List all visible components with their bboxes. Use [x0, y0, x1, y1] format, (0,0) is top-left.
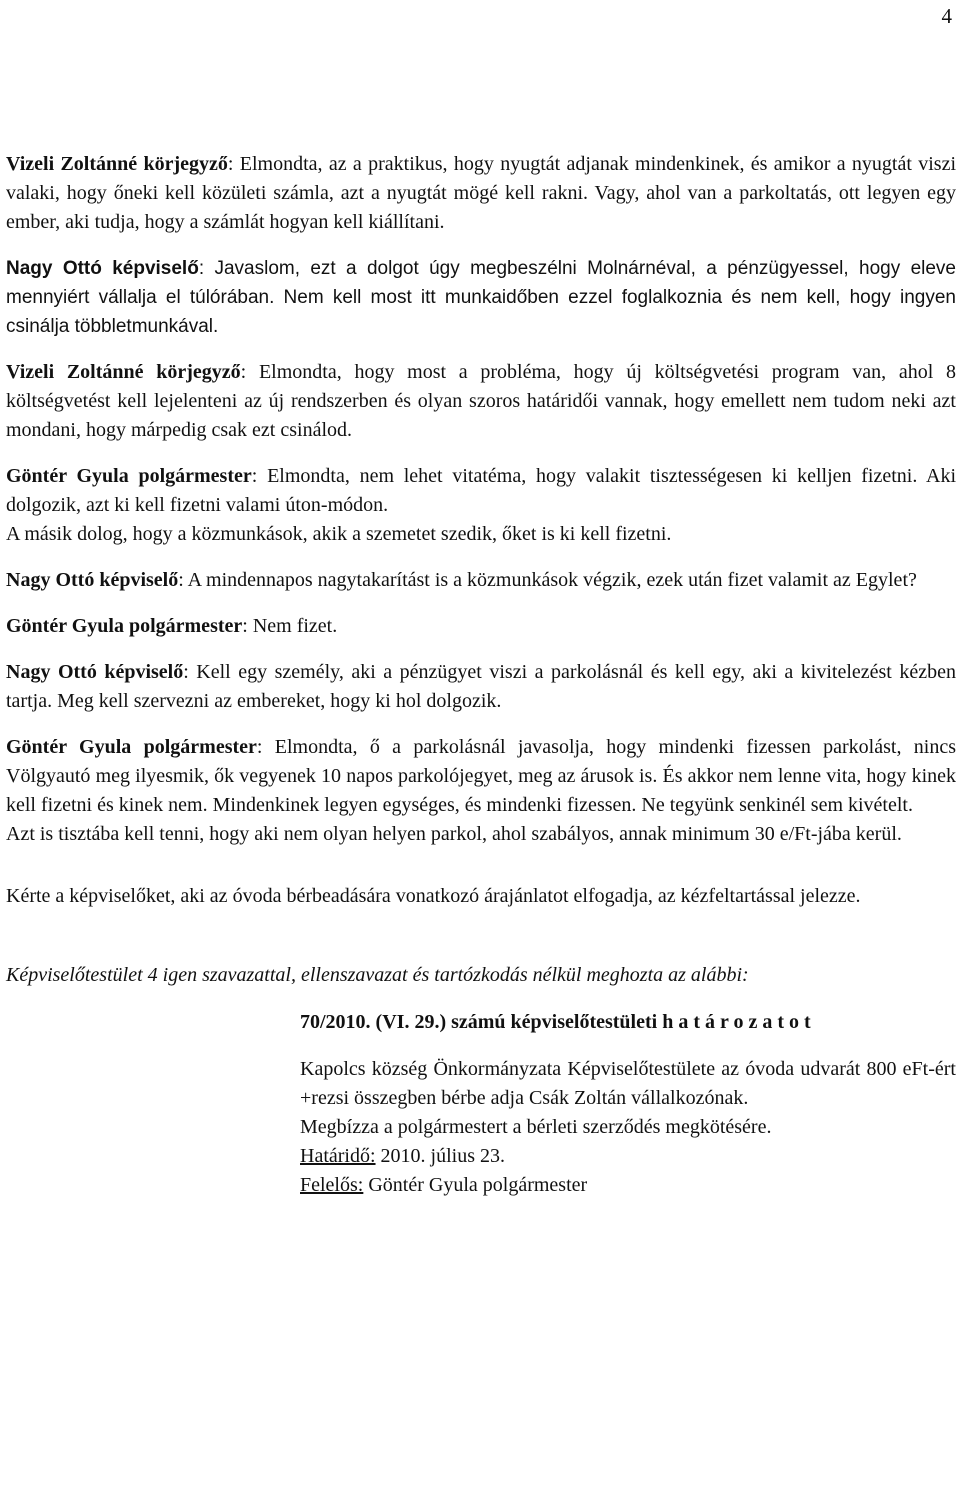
deadline-label: Határidő:: [300, 1145, 376, 1167]
deadline-value: 2010. július 23.: [375, 1145, 505, 1167]
paragraph-4-extra: A másik dolog, hogy a közmunkások, akik a szemetet szedik, őket is ki kell fizetni.: [6, 523, 672, 545]
speaker-name: Göntér Gyula polgármester: [6, 465, 252, 487]
speaker-name: Vizeli Zoltánné körjegyző: [6, 361, 241, 383]
paragraph-text: Elmondta, nem lehet vitatéma, hogy valakit tisztességesen ki kelljen fizetni. Aki dolgozik, azt ki kell fizetni valami úton-módon.: [6, 465, 956, 516]
resolution-deadline: [300, 1142, 956, 1171]
speaker-name: Nagy Ottó képviselő: [6, 569, 179, 591]
paragraph-8-extra: Azt is tisztába kell tenni, hogy aki nem olyan helyen parkol, ahol szabályos, annak minimum 30 e/Ft-jába kerül.: [6, 823, 902, 845]
speaker-name: Göntér Gyula polgármester: [6, 615, 243, 637]
paragraph-5: Nagy Ottó képviselő: A mindennapos nagytakarítást is a közmunkások végzik, ezek után fizet valamit az Egylet?: [6, 569, 917, 591]
paragraph-text: A mindennapos nagytakarítást is a közmunkások végzik, ezek után fizet valamit az Egylet?: [187, 569, 917, 591]
paragraph-7: Nagy Ottó képviselő: Kell egy személy, aki a pénzügyet viszi a parkolásnál és kell egy, aki a kivitelezést kézben tartja. Meg kell szervezni az embereket, hogy ki hol dolgozik.: [6, 661, 956, 712]
resolution-block: [300, 1008, 956, 1200]
paragraph-3: Vizeli Zoltánné körjegyző: Elmondta, hogy most a probléma, hogy új költségvetési program van, ahol 8 költségvetést kell lejelenteni az új rendszerben és olyan szoros határidői vannak, hogy emellett nem tudom neki azt mondani, hogy márpedig csak ezt csinálod.: [6, 361, 957, 441]
speaker-name: Göntér Gyula polgármester: [6, 736, 257, 758]
responsible-label: Felelős:: [300, 1174, 364, 1196]
paragraph-text: Nem fizet.: [252, 615, 338, 637]
paragraph-text: Elmondta, ő a parkolásnál javasolja, hogy mindenki fizessen parkolást, nincs Völgyautó meg ilyesmik, ők vegyenek 10 napos parkolójegyet, meg az árusok is. És akkor nem lenne vita, hogy kinek kell fizetni és kinek nem. Mindenkinek legyen egységes, és mindenki fizessen. Ne tegyünk senkinél sem kivételt.: [6, 736, 956, 816]
resolution-responsible: [300, 1171, 956, 1200]
paragraph-4: Göntér Gyula polgármester: Elmondta, nem lehet vitatéma, hogy valakit tisztességesen ki kelljen fizetni. Aki dolgozik, azt ki kell fizetni valami úton-módon.: [6, 465, 956, 516]
paragraph-text: Javaslom, ezt a dolgot úgy megbeszélni Molnárnéval, a pénzügyessel, hogy eleve mennyiért vállalja el túlórában. Nem kell most itt munkaidőben ezzel foglalkoznia és nem kell, hogy ingyen csinálja többletmunkával.: [6, 258, 956, 337]
responsible-value: Göntér Gyula polgármester: [363, 1174, 588, 1196]
document-body: [6, 150, 956, 1200]
resolution-mandate: Megbízza a polgármestert a bérleti szerződés megkötésére.: [300, 1116, 772, 1138]
resolution-title: 70/2010. (VI. 29.) számú képviselőtestületi h a t á r o z a t o t: [300, 1011, 811, 1033]
speaker-name: Nagy Ottó képviselő: [6, 661, 184, 683]
vote-intro: Képviselőtestület 4 igen szavazattal, ellenszavazat és tartózkodás nélkül meghozta az alábbi:: [6, 964, 749, 986]
paragraph-text: Elmondta, az a praktikus, hogy nyugtát adjanak mindenkinek, és amikor a nyugtát viszi valaki, hogy őneki kell közületi számla, azt a nyugtát mögé kell rakni. Vagy, ahol van a parkoltatás, ott legyen egy ember, aki tudja, hogy a számlát hogyan kell kiállítani.: [6, 153, 957, 233]
paragraph-text: Kell egy személy, aki a pénzügyet viszi a parkolásnál és kell egy, aki a kivitelezést kézben tartja. Meg kell szervezni az embereket, hogy ki hol dolgozik.: [6, 661, 956, 712]
paragraph-6: Göntér Gyula polgármester: Nem fizet.: [6, 615, 338, 637]
paragraph-8: Göntér Gyula polgármester: Elmondta, ő a parkolásnál javasolja, hogy mindenki fizessen parkolást, nincs Völgyautó meg ilyesmik, ők vegyenek 10 napos parkolójegyet, meg az árusok is. És akkor nem lenne vita, hogy kinek kell fizetni és kinek nem. Mindenkinek legyen egységes, és mindenki fizessen. Ne tegyünk senkinél sem kivételt.: [6, 736, 956, 816]
speaker-name: Nagy Ottó képviselő: [6, 258, 199, 279]
speaker-name: Vizeli Zoltánné körjegyző: [6, 153, 228, 175]
paragraph-2: Nagy Ottó képviselő: Javaslom, ezt a dolgot úgy megbeszélni Molnárnéval, a pénzügyessel, hogy eleve mennyiért vállalja el túlórában. Nem kell most itt munkaidőben ezzel foglalkoznia és nem kell, hogy ingyen csinálja többletmunkával.: [6, 258, 956, 337]
resolution-text: Kapolcs község Önkormányzata Képviselőtestülete az óvoda udvarát 800 eFt-ért +rezsi összegben bérbe adja Csák Zoltán vállalkozónak.: [300, 1058, 956, 1109]
paragraph-text: Elmondta, hogy most a probléma, hogy új költségvetési program van, ahol 8 költségvetést kell lejelenteni az új rendszerben és olyan szoros határidői vannak, hogy emellett nem tudom neki azt mondani, hogy márpedig csak ezt csinálod.: [6, 361, 957, 441]
page-number: 4: [941, 4, 952, 28]
paragraph-1: Vizeli Zoltánné körjegyző: Elmondta, az a praktikus, hogy nyugtát adjanak mindenkinek, és amikor a nyugtát viszi valaki, hogy őneki kell közületi számla, azt a nyugtát mögé kell rakni. Vagy, ahol van a parkoltatás, ott legyen egy ember, aki tudja, hogy a számlát hogyan kell kiállítani.: [6, 153, 957, 233]
vote-request: Kérte a képviselőket, aki az óvoda bérbeadására vonatkozó árajánlatot elfogadja, az kézfeltartással jelezze.: [6, 885, 861, 907]
